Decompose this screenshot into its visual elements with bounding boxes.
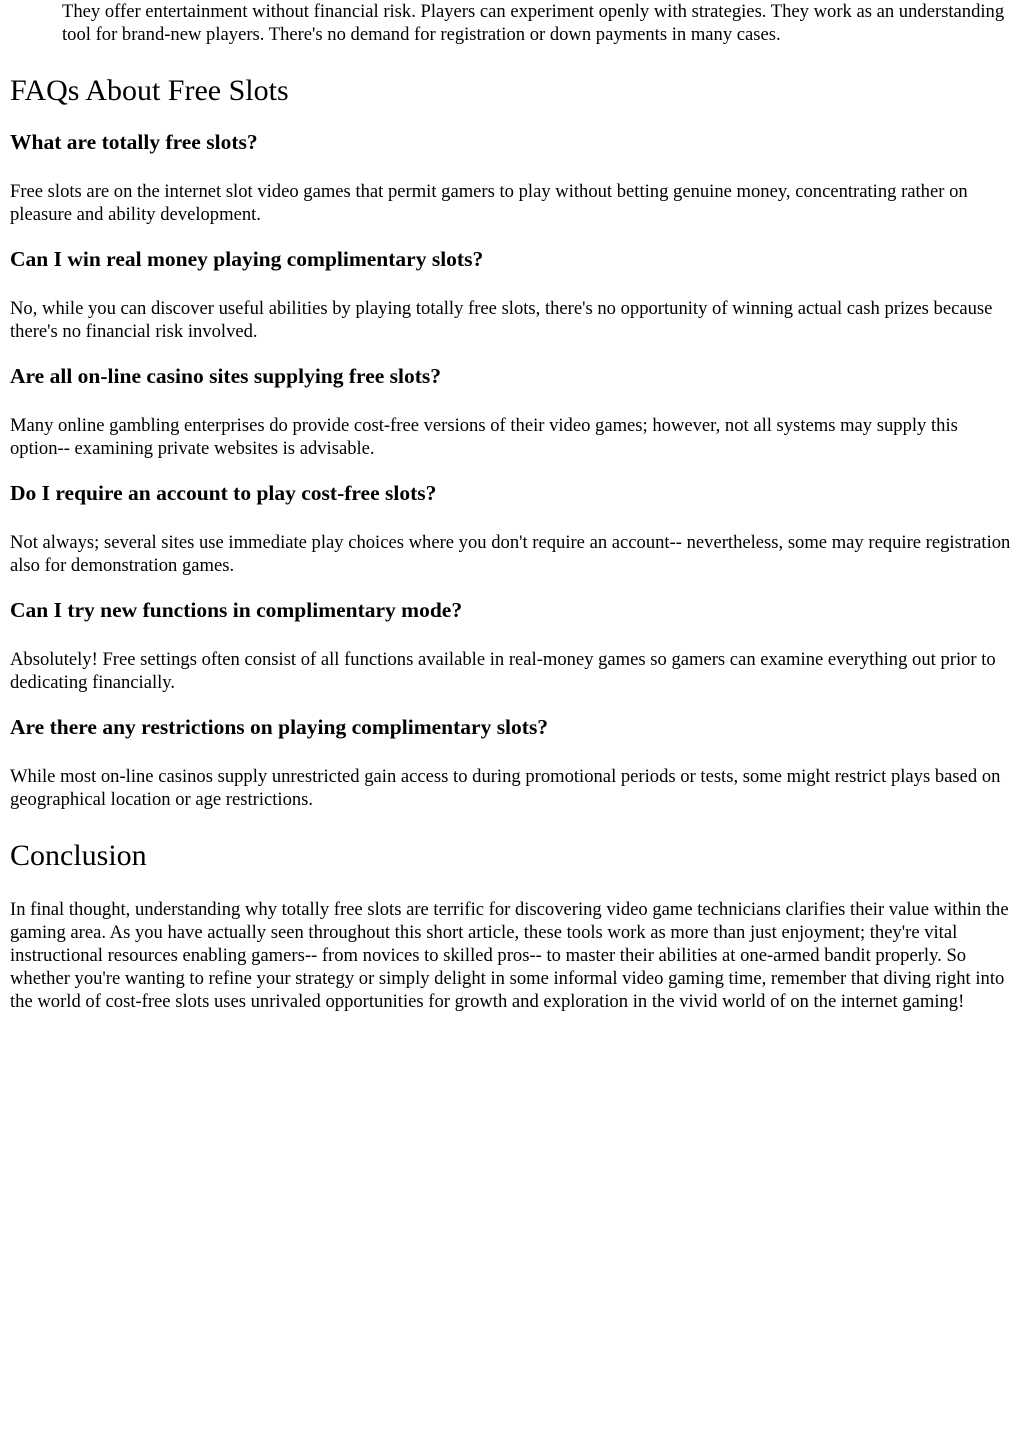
faq-answer: Free slots are on the internet slot video games that permit gamers to play without betting genuine money, concentrating rather on pleasure and ability development. [10,181,968,225]
faq-question: Can I try new functions in complimentary mode? [10,598,463,622]
faq-question: Do I require an account to play cost-free slots? [10,481,437,505]
faq-answer: Absolutely! Free settings often consist of all functions available in real-money games so gamers can examine everything out prior to dedicating financially. [10,649,996,693]
faq-answer: Not always; several sites use immediate play choices where you don't require an account-- nevertheless, some may require registration also for demonstration games. [10,532,1011,576]
faq-item [10,480,1014,577]
conclusion-paragraph: In final thought, understanding why totally free slots are terrific for discovering video game technicians clarifies their value within the gaming area. As you have actually seen throughout this short article, these tools work as more than just enjoyment; they're vital instructional resources enabling gamers-- from novices to skilled pros-- to master their abilities at one-armed bandit properly. So whether you're wanting to refine your strategy or simply delight in some informal video gaming time, remember that diving right into the world of cost-free slots uses unrivaled opportunities for growth and exploration in the vivid world of on the internet gaming! [10,899,1009,1012]
faq-answer: Many online gambling enterprises do provide cost-free versions of their video games; however, not all systems may supply this option-- examining private websites is advisable. [10,415,958,459]
faq-question: Are there any restrictions on playing complimentary slots? [10,715,549,739]
conclusion-heading: Conclusion [10,839,147,872]
faq-heading: FAQs About Free Slots [10,74,289,107]
faq-item [10,597,1014,694]
faq-item [10,714,1014,811]
faq-item [10,129,1014,226]
faq-question: Can I win real money playing complimentary slots? [10,247,484,271]
intro-paragraph: They offer entertainment without financial risk. Players can experiment openly with strategies. They work as an understanding tool for brand-new players. There's no demand for registration or down payments in many cases. [62,1,1005,45]
faq-item [10,246,1014,343]
faq-answer: While most on-line casinos supply unrestricted gain access to during promotional periods or tests, some might restrict plays based on geographical location or age restrictions. [10,766,1001,810]
faq-answer: No, while you can discover useful abilities by playing totally free slots, there's no opportunity of winning actual cash prizes because there's no financial risk involved. [10,298,993,342]
faq-item [10,363,1014,460]
faq-question: What are totally free slots? [10,130,258,154]
faq-question: Are all on-line casino sites supplying free slots? [10,364,442,388]
